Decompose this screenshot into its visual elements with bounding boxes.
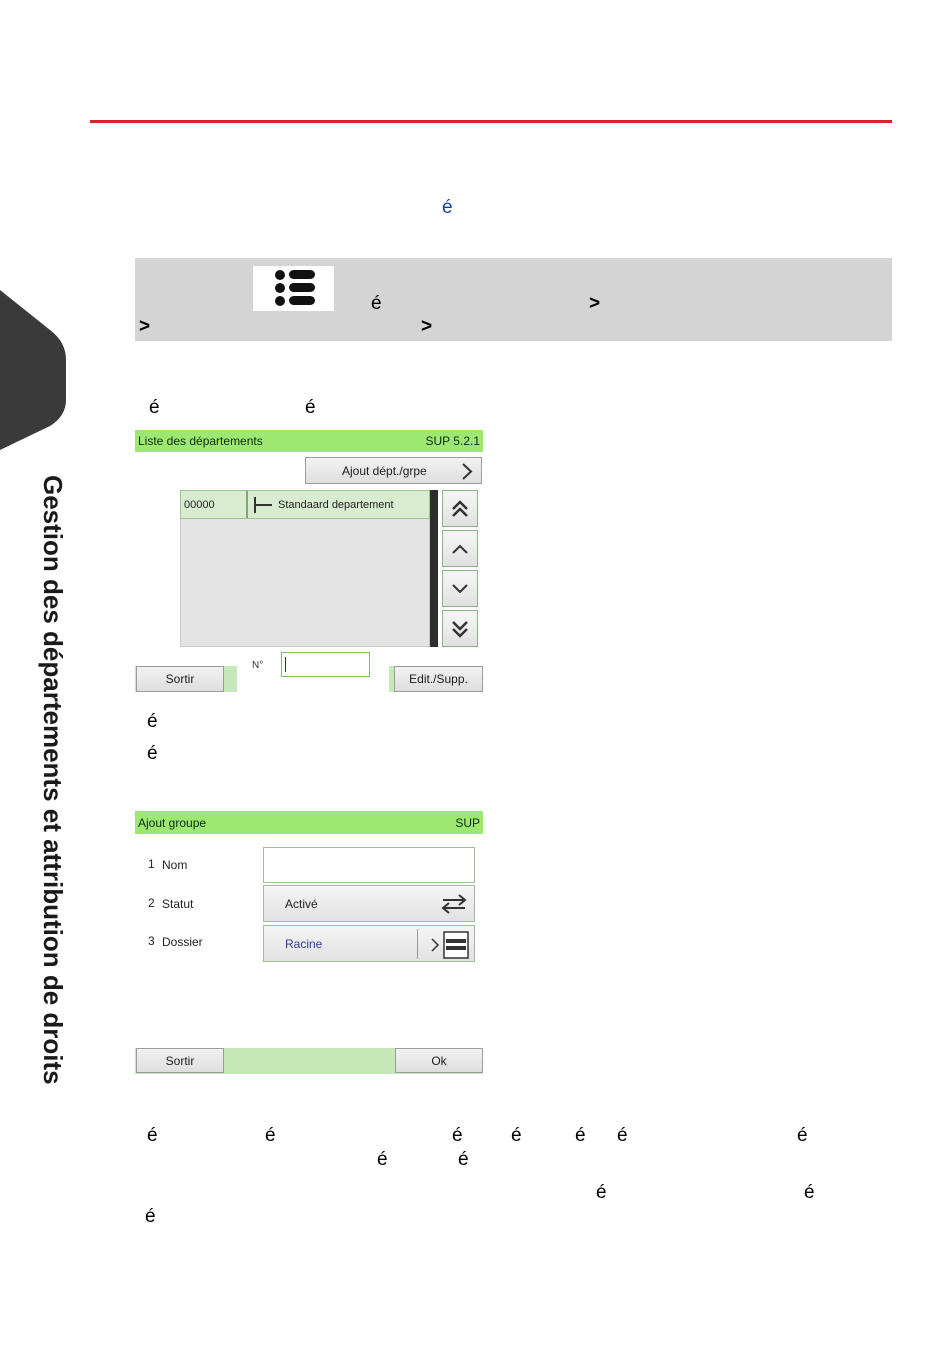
double-chevron-up-icon — [450, 500, 470, 518]
number-input[interactable] — [281, 652, 370, 677]
screen-title: Ajout groupe — [138, 815, 207, 830]
path-arrow: > — [139, 316, 151, 337]
status-toggle[interactable] — [263, 885, 475, 922]
body-text: é — [265, 1125, 276, 1146]
body-text: é — [804, 1182, 815, 1203]
navigation-path-box — [135, 258, 892, 341]
chevron-down-icon — [451, 583, 469, 595]
number-label: N° — [252, 660, 264, 671]
screen-title-bar — [135, 430, 483, 452]
field-index: 1 — [148, 857, 155, 871]
body-text: é — [458, 1149, 469, 1170]
step2-text: é — [147, 743, 158, 764]
exit-button[interactable]: Sortir — [136, 1048, 224, 1073]
screen-title-bar — [135, 811, 483, 834]
name-input[interactable] — [263, 847, 475, 883]
chapter-tab — [0, 290, 66, 450]
body-text: é — [575, 1125, 586, 1146]
folder-select[interactable] — [263, 925, 475, 962]
step1-text: é — [149, 397, 160, 418]
add-department-label: Ajout dépt./grpe — [342, 463, 427, 478]
step1-text: é — [305, 397, 316, 418]
name-label: Nom — [162, 858, 188, 872]
tree-branch-icon — [252, 496, 274, 514]
path-arrow: > — [589, 293, 601, 314]
path-text: é — [371, 293, 382, 314]
scroll-down-button[interactable] — [442, 570, 478, 607]
scroll-up-button[interactable] — [442, 530, 478, 567]
list-item[interactable] — [180, 490, 430, 519]
list-scrollbar[interactable] — [430, 490, 438, 647]
step2-text: é — [147, 711, 158, 732]
body-text: é — [511, 1125, 522, 1146]
add-department-button[interactable] — [305, 457, 482, 484]
body-text: é — [145, 1206, 156, 1227]
body-text: é — [377, 1149, 388, 1170]
text-cursor — [285, 657, 286, 672]
department-list-screen — [135, 430, 483, 692]
department-number: 00000 — [181, 491, 248, 518]
screen-title: Liste des départements — [138, 434, 263, 448]
chevron-up-icon — [451, 543, 469, 555]
path-arrow: > — [421, 316, 433, 337]
body-text: é — [617, 1125, 628, 1146]
folder-label: Dossier — [162, 935, 203, 949]
folder-value: Racine — [285, 936, 323, 951]
header-rule — [90, 120, 892, 123]
swap-arrows-icon — [440, 893, 468, 915]
field-index: 2 — [148, 896, 155, 910]
chapter-title: Gestion des départements et attribution de droits — [38, 475, 68, 1085]
double-chevron-down-icon — [450, 620, 470, 638]
edit-delete-button[interactable]: Edit./Supp. — [394, 666, 483, 692]
folder-tree-icon — [420, 931, 470, 959]
chevron-right-icon — [461, 463, 473, 480]
exit-button[interactable]: Sortir — [136, 666, 224, 692]
department-name: Standaard departement — [278, 498, 394, 511]
status-label: Statut — [162, 897, 194, 911]
body-text: é — [147, 1125, 158, 1146]
page-up-button[interactable] — [442, 490, 478, 527]
screen-code: SUP 5.2.1 — [425, 434, 480, 448]
body-text: é — [596, 1182, 607, 1203]
intro-link-text[interactable]: é — [442, 197, 453, 218]
body-text: é — [797, 1125, 808, 1146]
menu-button[interactable] — [253, 266, 334, 311]
ok-button[interactable]: Ok — [395, 1048, 483, 1073]
body-text: é — [452, 1125, 463, 1146]
status-value: Activé — [285, 896, 318, 911]
screen-code: SUP — [455, 815, 480, 830]
field-index: 3 — [148, 934, 155, 948]
add-group-screen — [135, 811, 483, 1074]
list-menu-icon — [253, 266, 334, 311]
page-down-button[interactable] — [442, 610, 478, 647]
